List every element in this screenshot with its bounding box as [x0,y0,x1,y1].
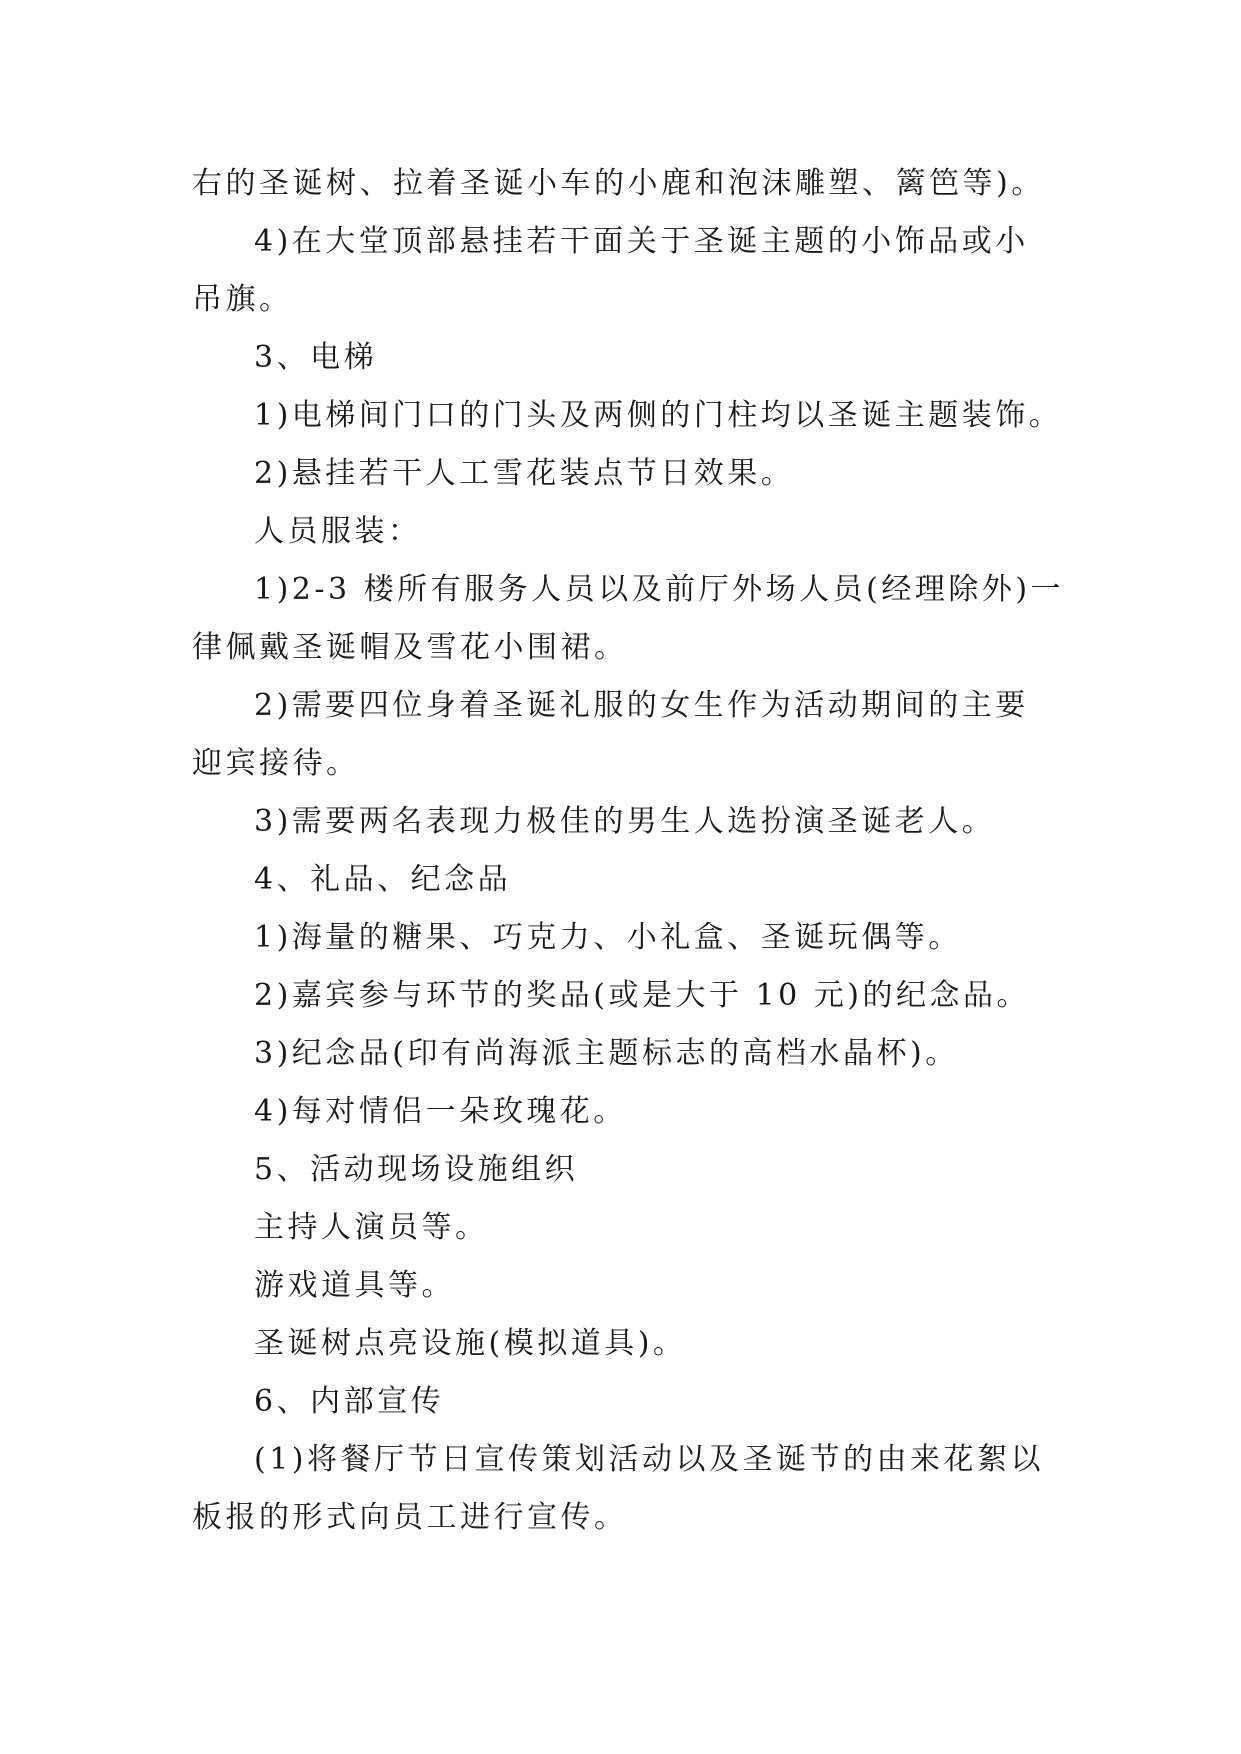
paragraph-line: 3)需要两名表现力极佳的男生人选扮演圣诞老人。 [254,804,996,839]
paragraph-line: 1)2-3 楼所有服务人员以及前厅外场人员(经理除外)一 [254,572,1065,607]
paragraph-line: (1)将餐厅节日宣传策划活动以及圣诞节的由来花絮以 [254,1442,1044,1477]
document-body [192,155,1065,1547]
paragraph-line: 右的圣诞树、拉着圣诞小车的小鹿和泡沫雕塑、篱笆等)。 [192,166,1045,201]
paragraph-line: 人员服装： [254,514,422,549]
section-heading: 5、活动现场设施组织 [254,1152,579,1187]
section-heading: 6、内部宣传 [254,1384,445,1419]
paragraph-line: 1)电梯间门口的门头及两侧的门柱均以圣诞主题装饰。 [254,398,1063,433]
paragraph-line: 2)悬挂若干人工雪花装点节日效果。 [254,456,795,491]
paragraph-line: 迎宾接待。 [192,746,360,781]
paragraph-line: 游戏道具等。 [254,1268,455,1303]
paragraph-line: 板报的形式向员工进行宣传。 [192,1500,628,1535]
section-heading: 4、礼品、纪念品 [254,862,512,897]
paragraph-line: 4)在大堂顶部悬挂若干面关于圣诞主题的小饰品或小 [254,224,1029,259]
paragraph-line: 主持人演员等。 [254,1210,489,1245]
paragraph-line: 圣诞树点亮设施(模拟道具)。 [254,1326,687,1361]
paragraph-line: 2)嘉宾参与环节的奖品(或是大于 10 元)的纪念品。 [254,978,1030,1013]
paragraph-line: 2)需要四位身着圣诞礼服的女生作为活动期间的主要 [254,688,1029,723]
paragraph-line: 吊旗。 [192,282,293,317]
paragraph-line: 1)海量的糖果、巧克力、小礼盒、圣诞玩偶等。 [254,920,962,955]
paragraph-line: 律佩戴圣诞帽及雪花小围裙。 [192,630,628,665]
paragraph-line: 4)每对情侣一朵玫瑰花。 [254,1094,627,1129]
paragraph-line: 3)纪念品(印有尚海派主题标志的高档水晶杯)。 [254,1036,959,1071]
section-heading: 3、电梯 [254,340,378,375]
